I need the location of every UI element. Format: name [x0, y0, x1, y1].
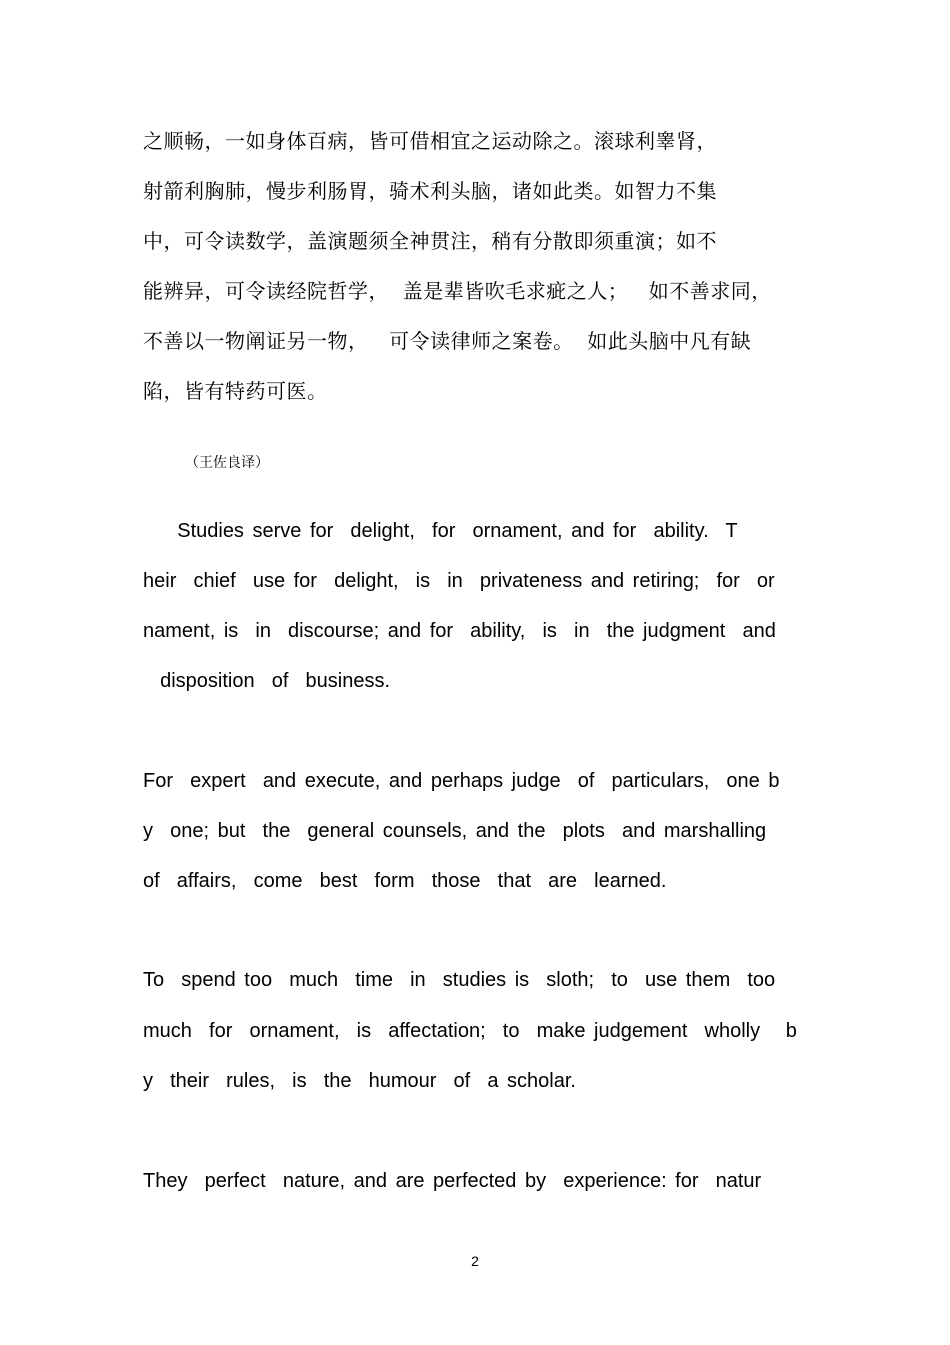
translator-credit: （王佐良译） [185, 455, 269, 471]
chinese-line: 射箭利胸肺，慢步利肠胃，骑术利头脑，诸如此类。如智力不集 [143, 179, 717, 203]
english-line: disposition of business. [143, 670, 391, 692]
chinese-line: 陷，皆有特药可医。 [143, 379, 328, 403]
english-line: They perfect nature, and are perfected by experience: for natur [143, 1170, 762, 1192]
chinese-line: 不善以一物阐证另一物， 可令读律师之案卷。 如此头脑中凡有缺 [143, 329, 752, 353]
english-line: of affairs, come best form those that are learned. [143, 870, 667, 892]
english-line: nament, is in discourse; and for ability, is in the judgment and [143, 620, 776, 642]
page-number: 2 [471, 1253, 479, 1269]
english-line: Studies serve for delight, for ornament, and for ability. T [143, 520, 738, 542]
english-line: To spend too much time in studies is sloth; to use them too [143, 969, 776, 991]
english-line: For expert and execute, and perhaps judge of particulars, one b [143, 770, 780, 792]
english-line: y their rules, is the humour of a scholar. [143, 1070, 576, 1092]
english-line: y one; but the general counsels, and the plots and marshalling [143, 820, 767, 842]
chinese-line: 之顺畅，一如身体百病，皆可借相宜之运动除之。滚球利睾肾， [143, 129, 717, 153]
chinese-line: 能辨异，可令读经院哲学， 盖是辈皆吹毛求疵之人； 如不善求同， [143, 279, 772, 303]
chinese-line: 中，可令读数学，盖演题须全神贯注，稍有分散即须重演；如不 [143, 229, 717, 253]
english-line: heir chief use for delight, is in privateness and retiring; for or [143, 570, 775, 592]
english-line: much for ornament, is affectation; to make judgement wholly b [143, 1020, 797, 1042]
